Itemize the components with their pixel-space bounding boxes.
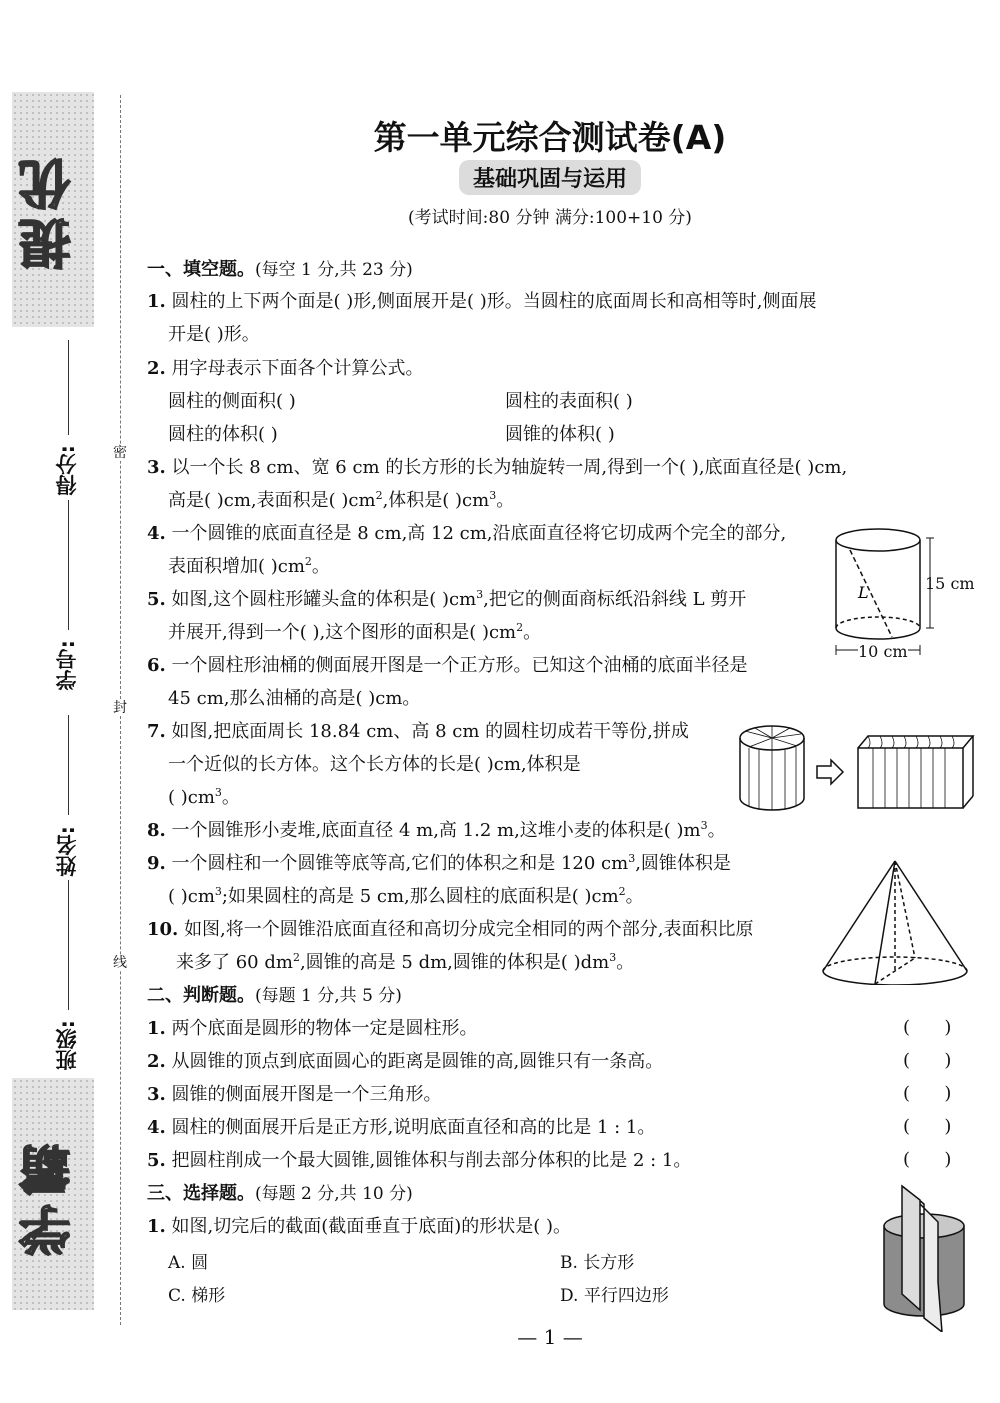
q8-line1: 8. 一个圆锥形小麦堆,底面直径 4 m,高 1.2 m,这堆小麦的体积是( )$m^3$。 [147,819,726,841]
cylinder-to-cuboid-figure [735,720,975,815]
cone-figure [820,855,970,985]
can-height-label: 15 cm [925,574,975,593]
page-number: — 1 — [517,1325,583,1349]
cut-cylinder-figure [878,1182,974,1332]
q2-cone-volume: 圆锥的体积( ) [505,424,615,445]
can-slant-label: L [858,583,869,602]
brand-top: 提优 [20,150,80,270]
q2-cylinder-volume: 圆柱的体积( ) [168,424,278,445]
score-line [68,340,69,435]
q3-line1: 3. 以一个长 8 cm、宽 6 cm 的长方形的长为轴旋转一周,得到一个( ),底面直径是( )cm, [147,457,848,478]
q4-line1: 4. 一个圆锥的底面直径是 8 cm,高 12 cm,沿底面直径将它切成两个完全的部分, [147,523,787,544]
q10-line1: 10. 如图,将一个圆锥沿底面直径和高切分成完全相同的两个部分,表面积比原 [147,919,754,940]
q5-line2: 并展开,得到一个( ),这个图形的面积是( )$cm^2$。 [168,621,542,643]
subtitle-badge: 基础巩固与运用 [459,160,641,195]
q2-surface-area: 圆柱的表面积( ) [505,391,633,412]
student-number-label: 学号: [55,640,79,691]
q10-line2: 来多了 60 $dm^2$,圆锥的高是 5 dm,圆锥的体积是( )$dm^3$。 [176,951,635,973]
judge-item-1: 1. 两个底面是圆形的物体一定是圆柱形。 [147,1018,478,1039]
q1-line2: 开是( )形。 [168,324,260,345]
judge-item-4: 4. 圆柱的侧面展开后是正方形,说明底面直径和高的比是 1 : 1。 [147,1117,656,1138]
q5-line1: 5. 如图,这个圆柱形罐头盒的体积是( )$cm^3$,把它的侧面商标纸沿斜线 L 剪开 [147,588,747,610]
page-title: 第一单元综合测试卷(A) [373,118,727,157]
q7-line2: 一个近似的长方体。这个长方体的长是( )cm,体积是 [168,754,581,775]
option-d[interactable]: D. 平行四边形 [560,1286,669,1306]
judge-item-5: 5. 把圆柱削成一个最大圆锥,圆锥体积与削去部分体积的比是 2 : 1。 [147,1150,692,1171]
q6-line1: 6. 一个圆柱形油桶的侧面展开图是一个正方形。已知这个油桶的底面半径是 [147,655,748,676]
can-diameter-label: 10 cm [858,640,908,664]
brand-box-bottom [12,1078,94,1310]
q7-line1: 7. 如图,把底面周长 18.84 cm、高 8 cm 的圆柱切成若干等份,拼成 [147,721,689,742]
option-a[interactable]: A. 圆 [168,1253,209,1273]
q2-line1: 2. 用字母表示下面各个计算公式。 [147,358,424,379]
judge-answer-5[interactable]: ( ) [903,1149,952,1170]
choice-q1: 1. 如图,切完后的截面(截面垂直于底面)的形状是( )。 [147,1216,572,1237]
q3-line2: 高是( )cm,表面积是( )$cm^2$,体积是( )$cm^3$。 [168,489,515,511]
name-line [68,715,69,815]
class-line [68,880,69,1010]
section1-heading: 一、填空题。(每空 1 分,共 23 分) [147,259,413,280]
option-c[interactable]: C. 梯形 [168,1286,226,1306]
q2-lateral-area: 圆柱的侧面积( ) [168,391,296,412]
name-label: 姓名: [55,826,79,877]
q1-line1: 1. 圆柱的上下两个面是( )形,侧面展开是( )形。当圆柱的底面周长和高相等时,侧面展 [147,291,817,312]
q9-line2: ( )$cm^3$;如果圆柱的高是 5 cm,那么圆柱的底面积是( )$cm^2$。 [168,885,644,907]
exam-info: (考试时间:80 分钟 满分:100+10 分) [408,208,692,228]
class-label: 班级: [55,1020,79,1071]
section2-heading: 二、判断题。(每题 1 分,共 5 分) [147,985,402,1006]
judge-answer-2[interactable]: ( ) [903,1050,952,1071]
judge-item-2: 2. 从圆锥的顶点到底面圆心的距离是圆锥的高,圆锥只有一条高。 [147,1051,664,1072]
brand-bottom: 学霸 [20,1136,80,1256]
seal-mark-feng: 封 [113,700,127,716]
judge-item-3: 3. 圆锥的侧面展开图是一个三角形。 [147,1084,442,1105]
q4-line2: 表面积增加( )$cm^2$。 [168,555,330,577]
section3-heading: 三、选择题。(每题 2 分,共 10 分) [147,1183,413,1204]
seal-mark-mi: 密 [113,445,127,461]
option-b[interactable]: B. 长方形 [560,1253,635,1273]
q7-line3: ( )$cm^3$。 [168,786,240,808]
judge-answer-4[interactable]: ( ) [903,1116,952,1137]
seal-mark-xian: 线 [113,955,127,971]
q9-line1: 9. 一个圆柱和一个圆锥等底等高,它们的体积之和是 120 $cm^3$,圆锥体积是 [147,852,731,874]
q6-line2: 45 cm,那么油桶的高是( )cm。 [168,688,421,709]
score-label: 得分: [55,445,79,496]
student-number-line [68,500,69,630]
judge-answer-1[interactable]: ( ) [903,1017,952,1038]
judge-answer-3[interactable]: ( ) [903,1083,952,1104]
